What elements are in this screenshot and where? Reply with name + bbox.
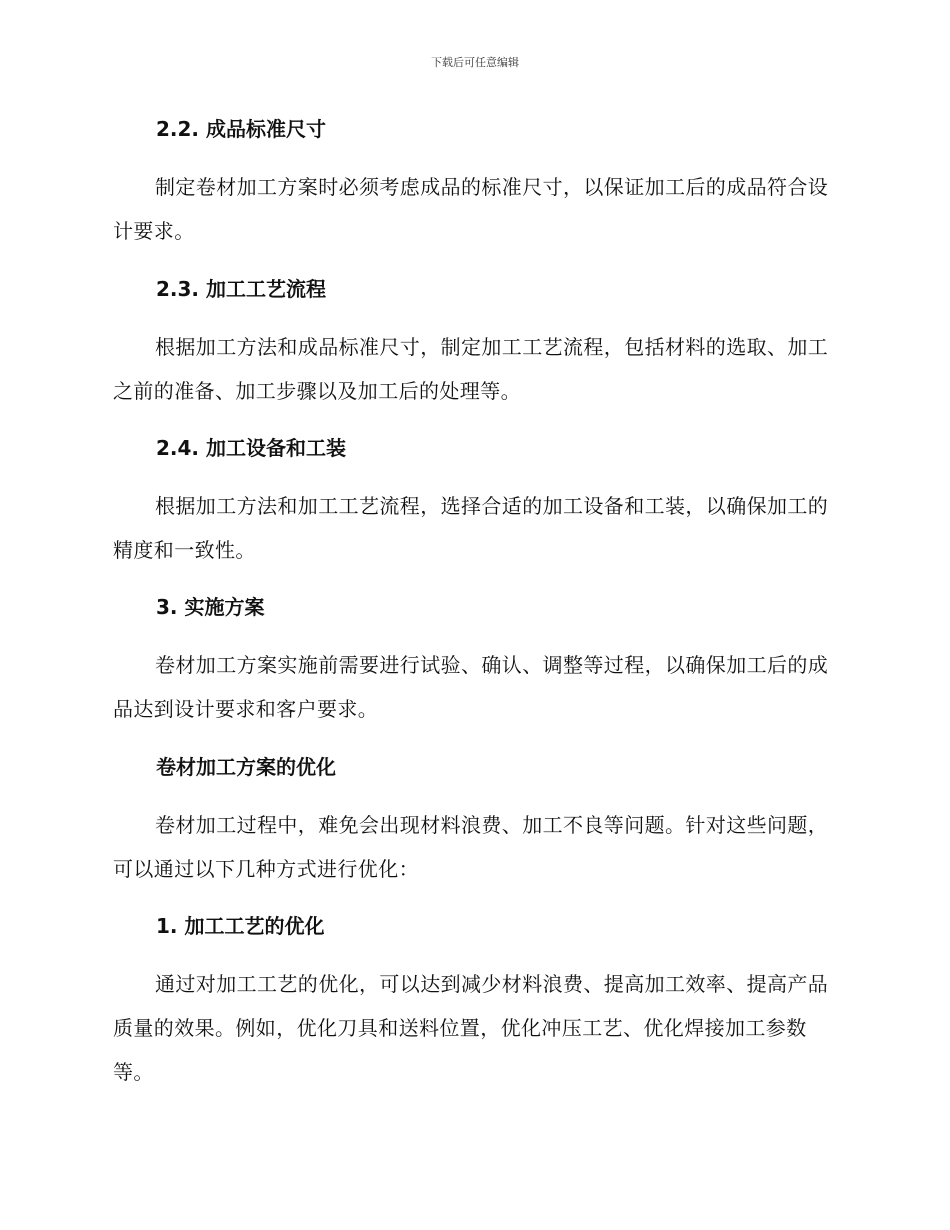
section-heading-3: 3. 实施方案	[156, 595, 265, 619]
section-heading-optimization: 卷材加工方案的优化	[156, 755, 336, 779]
paragraph-standard-size: 制定卷材加工方案时必须考虑成品的标准尺寸，以保证加工后的成品符合设计要求。	[113, 175, 829, 243]
page-header: 下载后可任意编辑	[431, 56, 519, 69]
paragraph-process-optimization: 通过对加工工艺的优化，可以达到减少材料浪费、提高加工效率、提高产品质量的效果。例如，优化刀具和送料位置，优化冲压工艺、优化焊接加工参数等。	[113, 972, 829, 1084]
paragraph-optimization-intro: 卷材加工过程中，难免会出现材料浪费、加工不良等问题。针对这些问题，可以通过以下几种方式进行优化：	[113, 813, 829, 881]
section-heading-2-2: 2.2. 成品标准尺寸	[156, 117, 326, 141]
paragraph-implementation: 卷材加工方案实施前需要进行试验、确认、调整等过程，以确保加工后的成品达到设计要求和客户要求。	[113, 653, 829, 721]
paragraph-process-flow: 根据加工方法和成品标准尺寸，制定加工工艺流程，包括材料的选取、加工之前的准备、加工步骤以及加工后的处理等。	[113, 335, 829, 403]
section-heading-2-3: 2.3. 加工工艺流程	[156, 277, 326, 301]
section-heading-2-4: 2.4. 加工设备和工装	[156, 436, 346, 460]
paragraph-equipment: 根据加工方法和加工工艺流程，选择合适的加工设备和工装，以确保加工的精度和一致性。	[113, 494, 829, 562]
section-heading-1: 1. 加工工艺的优化	[156, 914, 325, 938]
